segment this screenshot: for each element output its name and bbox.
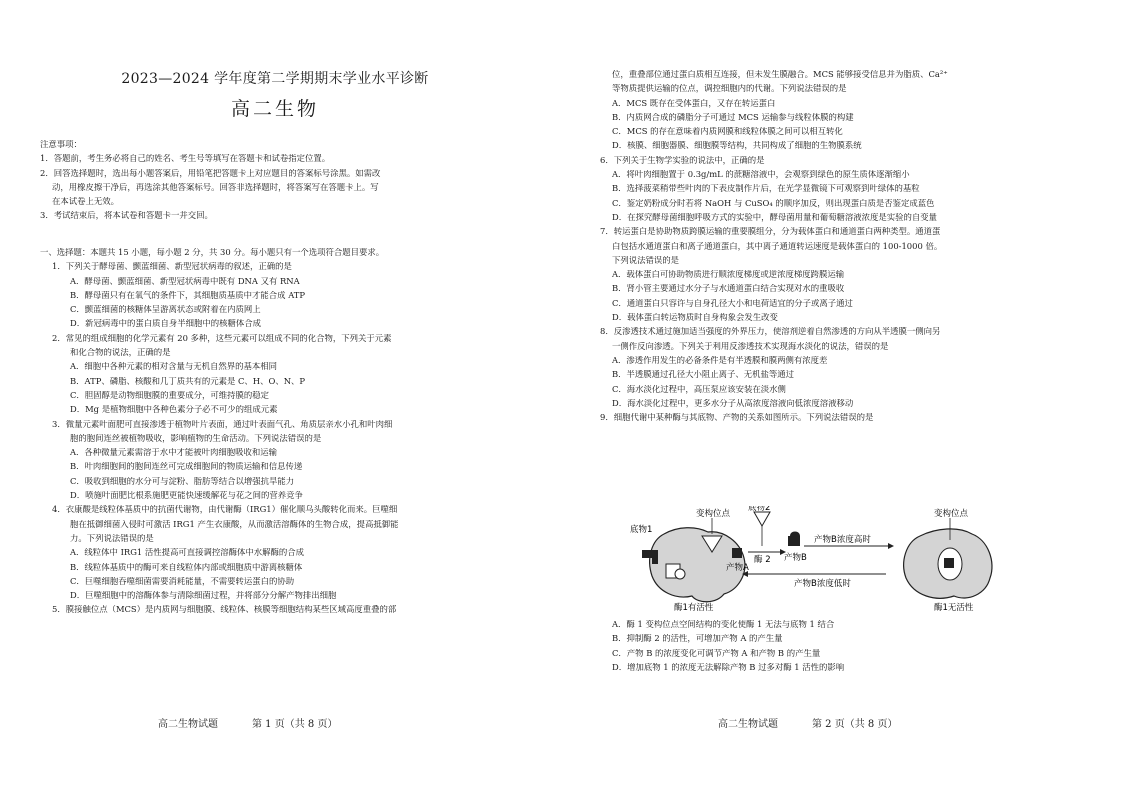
text-line: A．渗透作用发生的必备条件是有半透膜和膜两侧有浓度差 xyxy=(612,355,828,365)
section-one-block xyxy=(40,248,510,620)
footer-subject: 高二生物试题 xyxy=(718,719,778,730)
footer-page-number: 第 2 页（共 8 页） xyxy=(812,719,898,730)
label-productA: 产物A xyxy=(726,563,749,573)
text-line: D．在探究酵母菌细胞呼吸方式的实验中，酵母菌用量和葡萄糖溶液浓度是实验的自变量 xyxy=(612,212,937,222)
text-line: B．ATP、磷脂、核酸和几丁质共有的元素是 C、H、O、N、P xyxy=(70,376,306,386)
enzyme-regulation-diagram xyxy=(624,506,1064,612)
text-line: B．肾小管主要通过水分子与水通道蛋白结合实现对水的重吸收 xyxy=(612,284,845,294)
text-line: B．半透膜通过孔径大小阻止离子、无机盐等通过 xyxy=(612,370,795,380)
text-line: A．细胞中各种元素的相对含量与无机自然界的基本相同 xyxy=(70,362,278,372)
text-line: D．海水淡化过程中，更多水分子从高浓度溶液向低浓度溶液移动 xyxy=(612,398,854,408)
productB-bound-shape xyxy=(944,558,954,568)
label-productB: 产物B xyxy=(784,553,807,563)
text-line: A．载体蛋白可协助物质进行顺浓度梯度或逆浓度梯度跨膜运输 xyxy=(612,270,845,280)
text-line: C．颤蓝细菌的核糖体呈游离状态或附着在内质网上 xyxy=(70,305,261,315)
high-conc-arrowhead xyxy=(888,543,894,549)
text-line: 5．膜接触位点（MCS）是内质网与细胞膜、线粒体、核膜等细胞结构某些区域高度重叠的部 xyxy=(52,605,397,615)
notice-block xyxy=(40,140,510,226)
text-line: B．酵母菌只有在氧气的条件下，其细胞质基质中才能合成 ATP xyxy=(70,290,306,300)
text-line: D．增加底物 1 的浓度无法解除产物 B 过多对酶 1 活性的影响 xyxy=(612,662,845,672)
label-enzyme1-active: 酶1有活性 xyxy=(674,603,714,612)
productB-shape xyxy=(788,532,800,547)
label-low-conc: 产物B浓度低时 xyxy=(794,579,851,589)
diagram-svg xyxy=(624,506,1064,612)
label-enzyme2: 酶 2 xyxy=(754,555,771,565)
text-line: 4．衣康酸是线粒体基质中的抗菌代谢物，由代谢酶（IRG1）催化顺乌头酸转化而来。巨噬细 xyxy=(52,505,398,515)
label-substrate1: 底物1 xyxy=(630,525,653,535)
label-enzyme1-inactive: 酶1无活性 xyxy=(934,603,974,612)
text-line: 力。下列说法错误的是 xyxy=(70,533,154,543)
label-allosteric-left: 变构位点 xyxy=(696,509,731,519)
label-substrate2: 底物2 xyxy=(748,506,771,513)
text-line: A．线粒体中 IRG1 活性提高可直接调控溶酶体中水解酶的合成 xyxy=(70,548,305,558)
text-line: 1．答题前，考生务必将自己的姓名、考生号等填写在答题卡和试卷指定位置。 xyxy=(40,154,331,164)
text-line: 一、选择题：本题共 15 小题，每小题 2 分，共 30 分。每小题只有一个选项符合题目要求。 xyxy=(40,248,385,257)
text-line: D．巨噬细胞中的溶酶体参与清除细菌过程，并将部分分解产物排出细胞 xyxy=(70,591,337,601)
text-line: 胞的胞间连丝被植物吸收，影响植物的生命活动。下列说法错误的是 xyxy=(70,433,322,443)
text-line: 6．下列关于生物学实验的说法中，正确的是 xyxy=(600,155,765,165)
text-line: 2．回答选择题时，选出每小题答案后，用铅笔把答题卡上对应题目的答案标号涂黑。如需改 xyxy=(40,168,381,178)
exam-title: 2023—2024 学年度第二学期期末学业水平诊断 xyxy=(121,71,429,87)
text-line: B．选择菠菜稍带些叶肉的下表皮制作片后，在光学显微镜下可观察到叶绿体的基粒 xyxy=(612,184,920,194)
text-line: 白包括水通道蛋白和离子通道蛋白，其中离子通道转运速度是载体蛋白的 100-1000 倍。 xyxy=(612,241,943,251)
text-line: B．叶肉细胞间的胞间连丝可完成细胞间的物质运输和信息传递 xyxy=(70,462,303,472)
text-line: C．通道蛋白只容许与自身孔径大小和电荷适宜的分子或离子通过 xyxy=(612,298,853,308)
text-line: D．载体蛋白转运物质时自身构象会发生改变 xyxy=(612,313,778,323)
label-high-conc: 产物B浓度高时 xyxy=(814,535,871,545)
footer-left xyxy=(158,720,337,730)
text-line: A．各种微量元素需溶于水中才能被叶肉细胞吸收和运输 xyxy=(70,448,278,458)
text-line: B．线粒体基质中的酶可来自线粒体内部或细胞质中游离核糖体 xyxy=(70,562,303,572)
text-line: 动，用橡皮擦干净后，再选涂其他答案标号。回答非选择题时，将答案写在答题卡上。写 xyxy=(52,182,379,192)
text-line: B．抑制酶 2 的活性，可增加产物 A 的产生量 xyxy=(612,634,783,644)
text-line: D．核膜、细胞器膜、细胞膜等结构，共同构成了细胞的生物膜系统 xyxy=(612,141,862,151)
footer-subject: 高二生物试题 xyxy=(158,719,218,730)
footer-right xyxy=(718,720,897,730)
substrate2-triangle xyxy=(754,512,770,526)
text-line: 和化合物的说法，正确的是 xyxy=(70,348,171,358)
footer-page-number: 第 1 页（共 8 页） xyxy=(252,719,338,730)
text-line: A．MCS 既存在受体蛋白，又存在转运蛋白 xyxy=(612,98,776,108)
text-line: C．MCS 的存在意味着内质网膜和线粒体膜之间可以相互转化 xyxy=(612,127,843,137)
text-line: 在本试卷上无效。 xyxy=(52,197,119,207)
substrate-site-circle xyxy=(675,569,685,579)
text-line: C．巨噬细胞吞噬细菌需要消耗能量，不需要转运蛋白的协助 xyxy=(70,576,295,586)
text-line: 一侧作反向渗透。下列关于利用反渗透技术实现海水淡化的说法，错误的是 xyxy=(612,341,889,351)
text-line: 3．微量元素叶面肥可直接渗透于植物叶片表面，通过叶表面气孔、角质层亲水小孔和叶肉细 xyxy=(52,419,393,429)
text-line: 1．下列关于酵母菌、颤蓝细菌、新型冠状病毒的叙述，正确的是 xyxy=(52,262,292,272)
text-line: C．胆固醇是动物细胞膜的重要成分，可维持膜的稳定 xyxy=(70,390,270,400)
productA-shape xyxy=(732,548,742,558)
text-line: C．产物 B 的浓度变化可调节产物 A 和产物 B 的产生量 xyxy=(612,648,821,658)
text-line: 2．常见的组成细胞的化学元素有 20 多种，这些元素可以组成不同的化合物，下列关于元素 xyxy=(52,333,392,343)
text-line: A．酶 1 变构位点空间结构的变化使酶 1 无法与底物 1 结合 xyxy=(612,620,835,629)
questions-5-to-9-block xyxy=(600,70,1082,427)
text-line: D．新冠病毒中的蛋白质自身半细胞中的核糖体合成 xyxy=(70,319,261,329)
text-line: C．吸收到细胞的水分可与淀粉、脂肪等结合以增强抗旱能力 xyxy=(70,476,295,486)
text-line: 下列说法错误的是 xyxy=(612,255,679,265)
text-line: 3．考试结束后，将本试卷和答题卡一并交回。 xyxy=(40,211,213,221)
question-9-options-block xyxy=(600,620,1082,677)
text-line: C．鉴定奶粉成分时若将 NaOH 与 CuSO₄ 的顺序加反，则出现蛋白质是否鉴定成蓝色 xyxy=(612,198,935,208)
text-line: D．Mg 是植物细胞中各种色素分子必不可少的组成元素 xyxy=(70,405,278,415)
text-line: 9．细胞代谢中某种酶与其底物、产物的关系如图所示。下列说法错误的是 xyxy=(600,413,874,423)
text-line: C．海水淡化过程中，高压泵应该安装在淡水侧 xyxy=(612,384,786,394)
text-line: 位，重叠部位通过蛋白质相互连接，但未发生膜融合。MCS 能够接受信息并为脂质、Ca²⁺ xyxy=(612,70,948,79)
text-line: A．将叶肉细胞置于 0.3g/mL 的蔗糖溶液中，会观察到绿色的原生质体逐渐缩小 xyxy=(612,170,910,180)
text-line: 注意事项： xyxy=(40,140,82,149)
text-line: D．喷施叶面肥比根系施肥更能快速缓解花与花之间的营养竞争 xyxy=(70,491,303,501)
subject-title: 高二生物 xyxy=(230,98,319,120)
text-line: 胞在抵御细菌入侵时可激活 IRG1 产生衣康酸，从而激活溶酶体的生物合成，提高抵御能 xyxy=(70,519,399,529)
text-line: 等物质提供运输的位点，调控细胞内的代谢。下列说法错误的是 xyxy=(612,84,847,94)
label-allosteric-right: 变构位点 xyxy=(934,509,969,519)
text-line: 7．转运蛋白是协助物质跨膜运输的重要膜组分，分为载体蛋白和通道蛋白两种类型。通道蛋 xyxy=(600,227,941,237)
text-line: A．酵母菌、颤蓝细菌、新型冠状病毒中既有 DNA 又有 RNA xyxy=(70,276,300,286)
text-line: B．内质网合成的磷脂分子可通过 MCS 运输参与线粒体膜的构建 xyxy=(612,112,854,122)
text-line: 8．反渗透技术通过施加适当强度的外界压力，使溶剂逆着自然渗透的方向从半透膜一侧向另 xyxy=(600,327,941,337)
